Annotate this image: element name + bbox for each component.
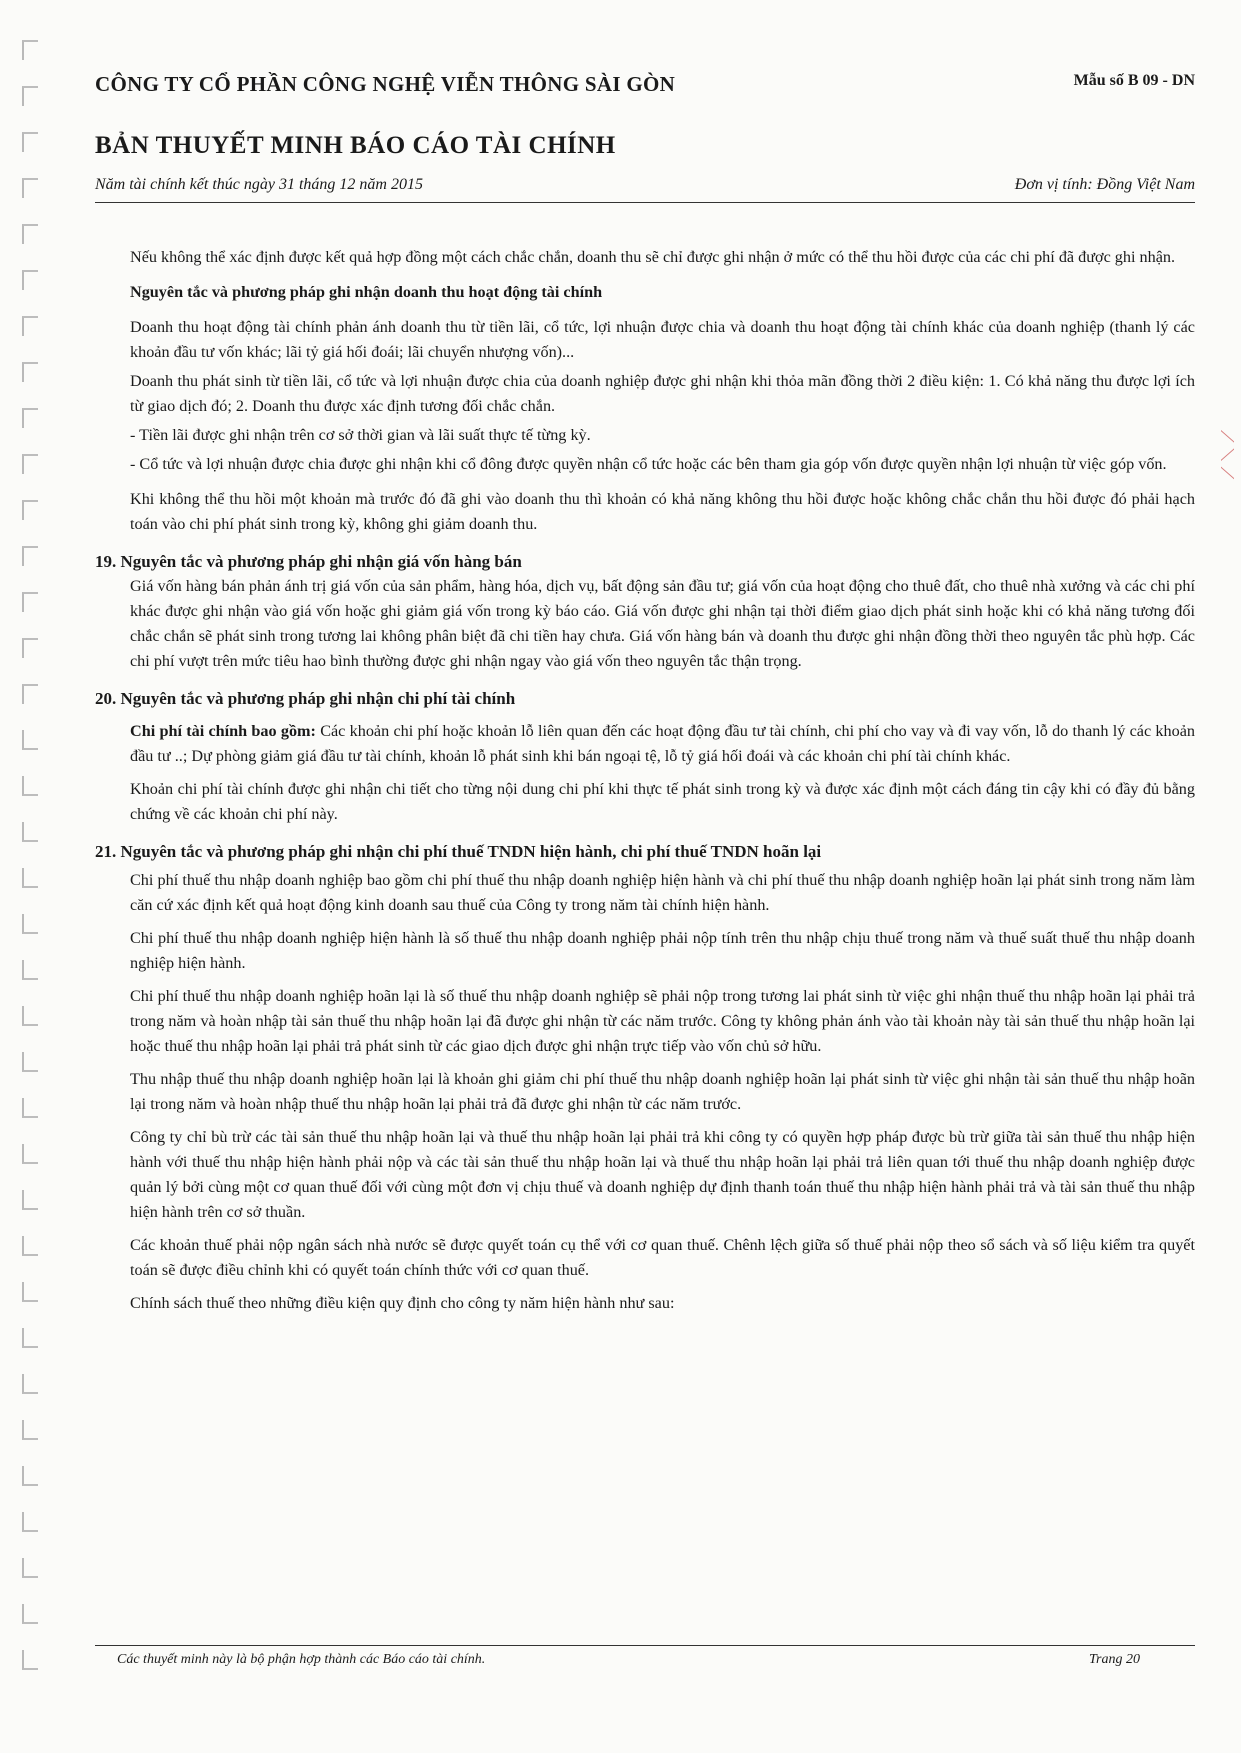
bullet-item: - Cổ tức và lợi nhuận được chia được ghi nhận khi cổ đông được quyền nhận cổ tức hoặc các bên tham gia góp vốn được quyền nhận lợi nhuận từ việc góp vốn. bbox=[130, 455, 1167, 473]
bullet-item: - Tiền lãi được ghi nhận trên cơ sở thời gian và lãi suất thực tế từng kỳ. bbox=[130, 426, 591, 444]
paragraph: Thu nhập thuế thu nhập doanh nghiệp hoãn lại là khoản ghi giảm chi phí thuế thu nhập doanh nghiệp hoãn lại phát sinh từ việc ghi nhận tài sản thuế thu nhập hoãn lại trong năm và hoàn nhập thuế thu nhập hoãn lại phải trả đã được ghi nhận từ các năm trước. bbox=[130, 1070, 1195, 1113]
company-name: CÔNG TY CỔ PHẦN CÔNG NGHỆ VIỄN THÔNG SÀI GÒN bbox=[95, 72, 676, 96]
paragraph: Các khoản thuế phải nộp ngân sách nhà nước sẽ được quyết toán cụ thể với cơ quan thuế. Chênh lệch giữa số thuế phải nộp theo sổ sách và số liệu kiểm tra quyết toán sẽ được điều chỉnh khi có quyết toán chính thức với cơ quan thuế. bbox=[130, 1236, 1195, 1279]
section-heading-20: 20. Nguyên tắc và phương pháp ghi nhận chi phí tài chính bbox=[95, 689, 516, 708]
paragraph: Doanh thu hoạt động tài chính phản ánh doanh thu từ tiền lãi, cổ tức, lợi nhuận được chia và doanh thu hoạt động tài chính khác của doanh nghiệp (thanh lý các khoản đầu tư vốn khác; lãi tỷ giá hối đoái; lãi chuyển nhượng vốn)... bbox=[130, 318, 1195, 361]
stamp-scribble-mark: ⟋ ⟍ ⟋ bbox=[1216, 430, 1237, 480]
binding-margin-marks bbox=[22, 40, 46, 1710]
header-rule bbox=[95, 202, 1195, 203]
paragraph: Giá vốn hàng bán phản ánh trị giá vốn của sản phẩm, hàng hóa, dịch vụ, bất động sản đầu tư; giá vốn của hoạt động cho thuê đất, cho thuê nhà xưởng và các chi phí khác được ghi nhận vào giá vốn hoặc ghi giảm giá vốn trong kỳ báo cáo. Giá vốn được ghi nhận tại thời điểm giao dịch phát sinh hoặc khi có khả năng tương đối chắc chắn sẽ phát sinh trong tương lai không phân biệt đã chi tiền hay chưa. Giá vốn hàng bán và doanh thu được ghi nhận đồng thời theo nguyên tắc phù hợp. Các chi phí vượt trên mức tiêu hao bình thường được ghi nhận ngay vào giá vốn theo nguyên tắc thận trọng. bbox=[130, 577, 1195, 670]
fiscal-year-line: Năm tài chính kết thúc ngày 31 tháng 12 năm 2015 bbox=[95, 176, 423, 193]
paragraph: Chi phí thuế thu nhập doanh nghiệp bao gồm chi phí thuế thu nhập doanh nghiệp hiện hành và chi phí thuế thu nhập doanh nghiệp hoãn lại phát sinh trong năm làm căn cứ xác định kết quả hoạt động kinh doanh sau thuế của Công ty trong năm tài chính hiện hành. bbox=[130, 871, 1195, 914]
section-heading-19: 19. Nguyên tắc và phương pháp ghi nhận giá vốn hàng bán bbox=[95, 552, 522, 571]
page-number: Trang 20 bbox=[1089, 1652, 1140, 1667]
paragraph: Công ty chỉ bù trừ các tài sản thuế thu nhập hoãn lại và thuế thu nhập hoãn lại phải trả khi công ty có quyền hợp pháp được bù trừ giữa tài sản thuế thu nhập hiện hành với thuế thu nhập hiện hành phải nộp và các tài sản thuế thu nhập hoãn lại và thuế thu nhập hoãn lại phải trả liên quan tới thuế thu nhập doanh nghiệp được quản lý bởi cùng một cơ quan thuế đối với cùng một đơn vị chịu thuế và doanh nghiệp dự định thanh toán thuế thu nhập hiện hành phải trả và tài sản thuế thu nhập hiện hành trên cơ sở thuần. bbox=[130, 1128, 1195, 1221]
currency-unit: Đơn vị tính: Đồng Việt Nam bbox=[1014, 176, 1195, 193]
paragraph: Nếu không thể xác định được kết quả hợp đồng một cách chắc chắn, doanh thu sẽ chỉ được ghi nhận ở mức có thể thu hồi được của các chi phí đã được ghi nhận. bbox=[130, 248, 1176, 266]
section-heading-21: 21. Nguyên tắc và phương pháp ghi nhận chi phí thuế TNDN hiện hành, chi phí thuế TNDN hoãn lại bbox=[95, 842, 822, 861]
paragraph-lead: Chi phí tài chính bao gồm: bbox=[130, 722, 316, 740]
form-code: Mẫu số B 09 - DN bbox=[1073, 72, 1195, 89]
paragraph: Doanh thu phát sinh từ tiền lãi, cổ tức và lợi nhuận được chia của doanh nghiệp được ghi nhận khi thỏa mãn đồng thời 2 điều kiện: 1. Có khả năng thu được lợi ích từ giao dịch đó; 2. Doanh thu được xác định tương đối chắc chắn. bbox=[130, 372, 1195, 415]
sub-heading: Nguyên tắc và phương pháp ghi nhận doanh thu hoạt động tài chính bbox=[130, 283, 603, 301]
paragraph: Khoản chi phí tài chính được ghi nhận chi tiết cho từng nội dung chi phí khi thực tế phát sinh trong kỳ và được xác định một cách đáng tin cậy khi có đầy đủ bằng chứng về các khoản chi phí này. bbox=[130, 780, 1195, 823]
document-title: BẢN THUYẾT MINH BÁO CÁO TÀI CHÍNH bbox=[95, 132, 616, 159]
paragraph: Chi phí thuế thu nhập doanh nghiệp hiện hành là số thuế thu nhập doanh nghiệp phải nộp tính trên thu nhập chịu thuế trong năm và thuế suất thuế thu nhập doanh nghiệp hiện hành. bbox=[130, 929, 1195, 972]
footer-note: Các thuyết minh này là bộ phận hợp thành các Báo cáo tài chính. bbox=[117, 1652, 486, 1667]
document-body bbox=[95, 245, 1195, 1316]
paragraph bbox=[95, 719, 1195, 769]
page-footer bbox=[95, 1645, 1195, 1667]
paragraph: Chính sách thuế theo những điều kiện quy định cho công ty năm hiện hành như sau: bbox=[130, 1294, 675, 1312]
paragraph: Chi phí thuế thu nhập doanh nghiệp hoãn lại là số thuế thu nhập doanh nghiệp sẽ phải nộp trong tương lai phát sinh từ việc ghi nhận thuế thu nhập hoãn lại phải trả trong năm và hoàn nhập tài sản thuế thu nhập hoãn lại đã được ghi nhận từ các năm trước. Công ty không phản ánh vào tài khoản này tài sản thuế thu nhập hoãn lại hoặc thuế thu nhập hoãn lại phải trả phát sinh từ các giao dịch được ghi nhận trực tiếp vào vốn chủ sở hữu. bbox=[130, 987, 1195, 1055]
paragraph-text: Các khoản chi phí hoặc khoản lỗ liên quan đến các hoạt động đầu tư tài chính, chi phí cho vay và đi vay vốn, lỗ do thanh lý các khoản đầu tư ..; Dự phòng giảm giá đầu tư tài chính, khoản lỗ phát sinh khi bán ngoại tệ, lỗ tỷ giá hối đoái và các khoản chi phí tài chính khác. bbox=[130, 722, 1195, 765]
paragraph: Khi không thể thu hồi một khoản mà trước đó đã ghi vào doanh thu thì khoản có khả năng không thu hồi được hoặc không chắc chắn thu hồi được đó phải hạch toán vào chi phí phát sinh trong kỳ, không ghi giảm doanh thu. bbox=[130, 490, 1195, 533]
